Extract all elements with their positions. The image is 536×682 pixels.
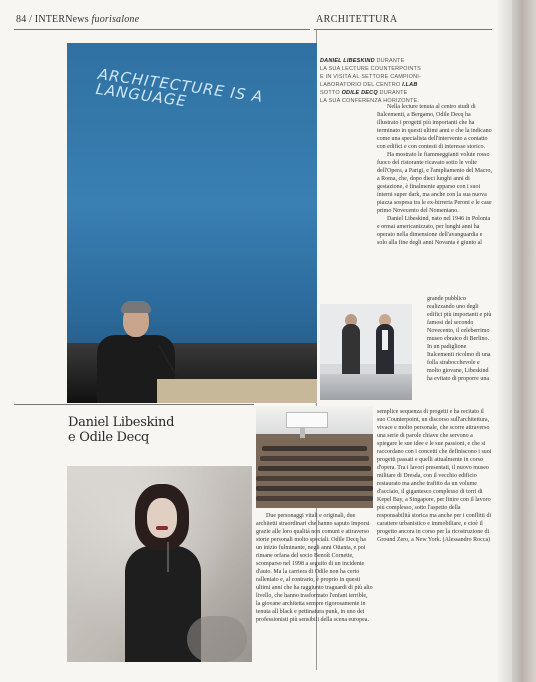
page-number: 84 <box>16 14 27 25</box>
projection-screen <box>286 412 328 428</box>
mid-rule <box>14 404 254 405</box>
article-column-1 <box>377 103 493 247</box>
section-title: ARCHITETTURA <box>316 14 398 25</box>
odile-face <box>147 498 177 538</box>
article-column-2: semplice sequenza di progetti e ha recitato il suo Counterpoint, un discorso sull'architettura, vivace e molto personale, che scorre attraverso una serie di parole chiave che servono a spiegare le sue idee e le sue passioni, e che si raccordano con i concetti che definiscono i suoi progetti passati e quelli attualmente in corso d'opera. Tra i lavori presentati, il nuovo museo militare di Dresda, con il vecchio edificio restaurato ma anche trafitto da un volume d'acciaio, il gigantesco complesso di torri di Kepel Bay, a Singapore, per finire con il lavoro più complesso, sotto l'aspetto della responsabilità storica ma anche per i conflitti di carattere urbanistico e immobiliare, e cioè il progetto ancora in corso per la ricostruzione di Ground Zero, a New York. (Alessandro Rocca) <box>377 409 492 543</box>
title-line-2: e Odile Decq <box>68 430 150 445</box>
adjacent-page-edge <box>513 0 536 682</box>
podium <box>157 379 317 403</box>
header-rule-left <box>14 29 310 30</box>
paragraph-1: Nella lecture tenuta al centro studi di Italcementi, a Bergamo, Odile Decq ha illustrato i progetti più importanti che ha terminato in questi ultimi anni e che la indicano come una specialista dell'intervento a contatto con edifici e con contesti di interesse storico. <box>377 104 492 150</box>
paragraph-3: Daniel Libeskind, nato nel 1946 in Polonia e ormai americanizzato, per lunghi anni ha operato nella dimensione dell'avanguardia e solo alla fine degli anni Novanta è giunto al <box>377 216 491 246</box>
title-line-1: Daniel Libeskind <box>68 415 175 430</box>
magazine-name: INTERNews fuorisalone <box>34 14 140 25</box>
photo-caption: DANIEL LIBESKIND DURANTE LA SUA LECTURE COUNTERPOINTS E IN VISITA AL SETTORE CAMPIONI- LABORATORIO DEL CENTRO I.LAB SOTTO ODILE DECQ DURANTE LA SUA CONFERENZA HORIZONTE. <box>320 58 422 104</box>
article-column-3: Due personaggi vitali e originali, due architetti straordinari che hanno saputo imporsi grazie alle loro qualità non comuni e attraverso storie personali molto speciali. Odile Decq ha un inizio fulminante, negli anni Ottanta, e poi rimane orfana del socio Benoît Cornette, scomparso nel 1998 a seguito di un incidente d'auto. Ma la carriera di Odile non ha certo rallentato e, al contrario, è proprio in questi ultimi anni che ha raggiunto traguardi di più alto livello, che hanno trasformato l'enfant terrible, la giovane architetta sempre rigorosamente in tenuta all black e pettinatura punk, in uno dei professionisti più sensibili della scena europea. <box>256 513 373 623</box>
header-rule-right <box>314 29 492 30</box>
lab-table <box>320 374 412 400</box>
article-column-1-tail: grande pubblico realizzando uno degli edifici più importanti e più famosi del secondo Novecento, il celeberrimo museo ebraico di Berlino. In un padiglione Italcementi ricolmo di una folla strabocchevole e molto giovane, Libeskind ha evitato di proporre una <box>427 296 492 382</box>
page-gutter <box>496 0 513 682</box>
speaker-hair <box>121 301 151 313</box>
paragraph-2: Ha mostrato le fiammeggianti volute rosso fuoco del ristorante ricavato sotto le volte dell'Opera, a Parigi, e l'ampliamento del Macro, a Roma, che, dopo dieci lunghi anni di gestazione, è finalmente apparso con i suoi interni super dark, ma anche con la sua nuova piazza sospesa tra le ex-birreria Peroni e le case primo Novecento del Nomentano. <box>377 152 492 214</box>
odile-decq-photo <box>67 466 252 662</box>
audience-photo <box>256 406 373 508</box>
projected-slide-text: ARCHITECTURE IS A LANGUAGE <box>94 65 265 111</box>
lecture-photo <box>67 43 317 403</box>
article-title <box>68 415 174 445</box>
page-header-left: 84 / INTERNews fuorisalone <box>16 14 140 25</box>
meeting-photo <box>320 304 412 400</box>
microphone <box>167 542 169 572</box>
